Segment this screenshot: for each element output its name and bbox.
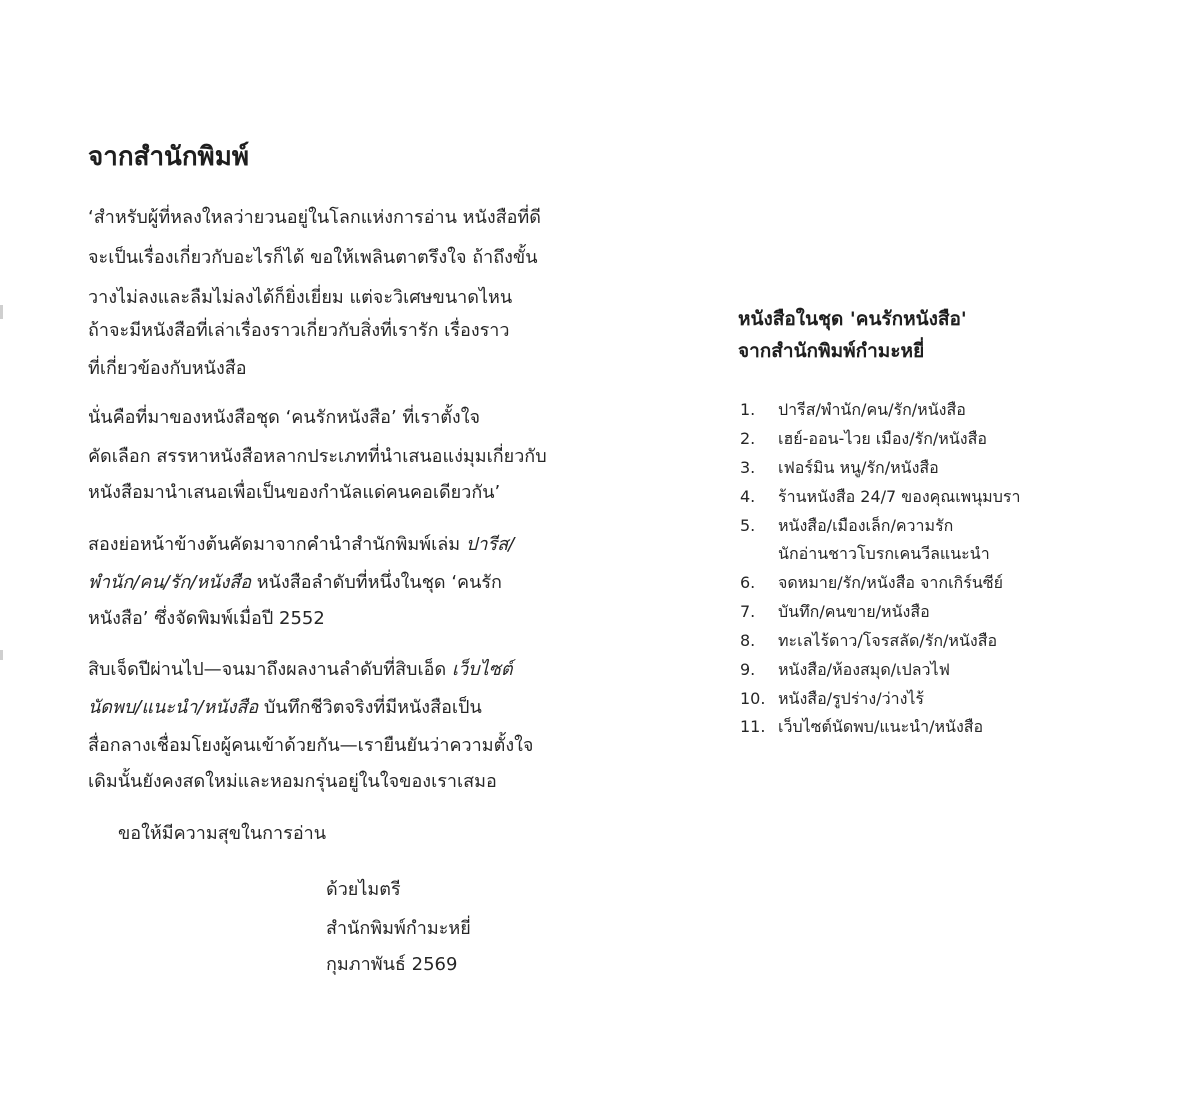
book-title: ปารีส/พำนัก/คน/รัก/หนังสือ bbox=[778, 400, 966, 419]
book-number: 2. bbox=[740, 429, 756, 448]
series-title: หนังสือในชุด 'คนรักหนังสือ' bbox=[738, 308, 967, 330]
book-title: ร้านหนังสือ 24/7 ของคุณเพนุมบรา bbox=[778, 487, 1021, 506]
scan-edge-mark bbox=[0, 305, 3, 319]
book-title: เฟอร์มิน หนู/รัก/หนังสือ bbox=[778, 458, 939, 477]
book-number: 6. bbox=[740, 573, 756, 592]
book-title-italic: นัดพบ/แนะนำ/หนังสือ bbox=[88, 697, 259, 718]
book-title: บันทึก/คนขาย/หนังสือ bbox=[778, 602, 930, 621]
book-number: 3. bbox=[740, 458, 756, 477]
paragraph-line bbox=[88, 656, 513, 684]
book-number: 4. bbox=[740, 487, 756, 506]
paragraph-line bbox=[88, 694, 482, 722]
paragraph-line: หนังสือมานำเสนอเพื่อเป็นของกำนัลแด่คนคอเดียวกัน’ bbox=[88, 482, 501, 503]
paragraph-line: ‘สำหรับผู้ที่หลงใหลว่ายวนอยู่ในโลกแห่งการอ่าน หนังสือที่ดี bbox=[88, 207, 541, 228]
book-title: หนังสือ/เมืองเล็ก/ความรัก bbox=[778, 516, 954, 535]
book-title: นักอ่านชาวโบรกเคนวีลแนะนำ bbox=[778, 544, 990, 563]
signature-date: กุมภาพันธ์ 2569 bbox=[326, 954, 458, 975]
paragraph-line bbox=[88, 569, 502, 597]
closing-line: ขอให้มีความสุขในการอ่าน bbox=[118, 823, 327, 844]
book-title: หนังสือ/รูปร่าง/ว่างไร้ bbox=[778, 689, 925, 708]
book-number: 10. bbox=[740, 689, 766, 708]
book-number: 1. bbox=[740, 400, 756, 419]
book-number: 11. bbox=[740, 717, 766, 736]
paragraph-text: บันทึกชีวิตจริงที่มีหนังสือเป็น bbox=[258, 697, 482, 718]
scan-edge-mark bbox=[0, 650, 3, 660]
paragraph-line: จะเป็นเรื่องเกี่ยวกับอะไรก็ได้ ขอให้เพลินตาตรึงใจ ถ้าถึงขั้น bbox=[88, 247, 538, 268]
book-title: ทะเลไร้ดาว/โจรสลัด/รัก/หนังสือ bbox=[778, 631, 998, 650]
book-number: 7. bbox=[740, 602, 756, 621]
book-title: เว็บไซต์นัดพบ/แนะนำ/หนังสือ bbox=[778, 717, 984, 736]
book-number: 8. bbox=[740, 631, 756, 650]
paragraph-line: ถ้าจะมีหนังสือที่เล่าเรื่องราวเกี่ยวกับสิ่งที่เรารัก เรื่องราว bbox=[88, 320, 510, 341]
paragraph-line: สื่อกลางเชื่อมโยงผู้คนเข้าด้วยกัน—เรายืนยันว่าความตั้งใจ bbox=[88, 735, 534, 756]
paragraph-line: หนังสือ’ ซึ่งจัดพิมพ์เมื่อปี 2552 bbox=[88, 608, 325, 629]
book-title-italic: เว็บไซต์ bbox=[451, 659, 513, 680]
paragraph-line bbox=[88, 531, 514, 559]
book-title: จดหมาย/รัก/หนังสือ จากเกิร์นซีย์ bbox=[778, 573, 1004, 592]
paragraph-line: เดิมนั้นยังคงสดใหม่และหอมกรุ่นอยู่ในใจของเราเสมอ bbox=[88, 771, 497, 792]
signature-line: ด้วยไมตรี bbox=[326, 879, 401, 900]
page-title: จากสำนักพิมพ์ bbox=[88, 142, 249, 172]
paragraph-line: วางไม่ลงและลืมไม่ลงได้ก็ยิ่งเยี่ยม แต่จะวิเศษขนาดไหน bbox=[88, 287, 513, 308]
book-number: 5. bbox=[740, 516, 756, 535]
book-title: เฮย์-ออน-ไวย เมือง/รัก/หนังสือ bbox=[778, 429, 987, 448]
paragraph-line: ที่เกี่ยวข้องกับหนังสือ bbox=[88, 358, 247, 379]
paragraph-line: คัดเลือก สรรหาหนังสือหลากประเภทที่นำเสนอแง่มุมเกี่ยวกับ bbox=[88, 446, 547, 467]
paragraph-line: นั่นคือที่มาของหนังสือชุด ‘คนรักหนังสือ’ ที่เราตั้งใจ bbox=[88, 407, 481, 428]
book-title-italic: ปารีส/ bbox=[465, 534, 515, 555]
series-subtitle: จากสำนักพิมพ์กำมะหยี่ bbox=[738, 340, 925, 362]
book-title: หนังสือ/ห้องสมุด/เปลวไฟ bbox=[778, 660, 950, 679]
book-title-italic: พำนัก/คน/รัก/หนังสือ bbox=[88, 572, 252, 593]
paragraph-text: หนังสือลำดับที่หนึ่งในชุด ‘คนรัก bbox=[251, 572, 502, 593]
book-number: 9. bbox=[740, 660, 756, 679]
paragraph-text: สิบเจ็ดปีผ่านไป—จนมาถึงผลงานลำดับที่สิบเอ็ด bbox=[88, 659, 452, 680]
paragraph-text: สองย่อหน้าข้างต้นคัดมาจากคำนำสำนักพิมพ์เล่ม bbox=[88, 534, 466, 555]
signature-line: สำนักพิมพ์กำมะหยี่ bbox=[326, 918, 471, 939]
